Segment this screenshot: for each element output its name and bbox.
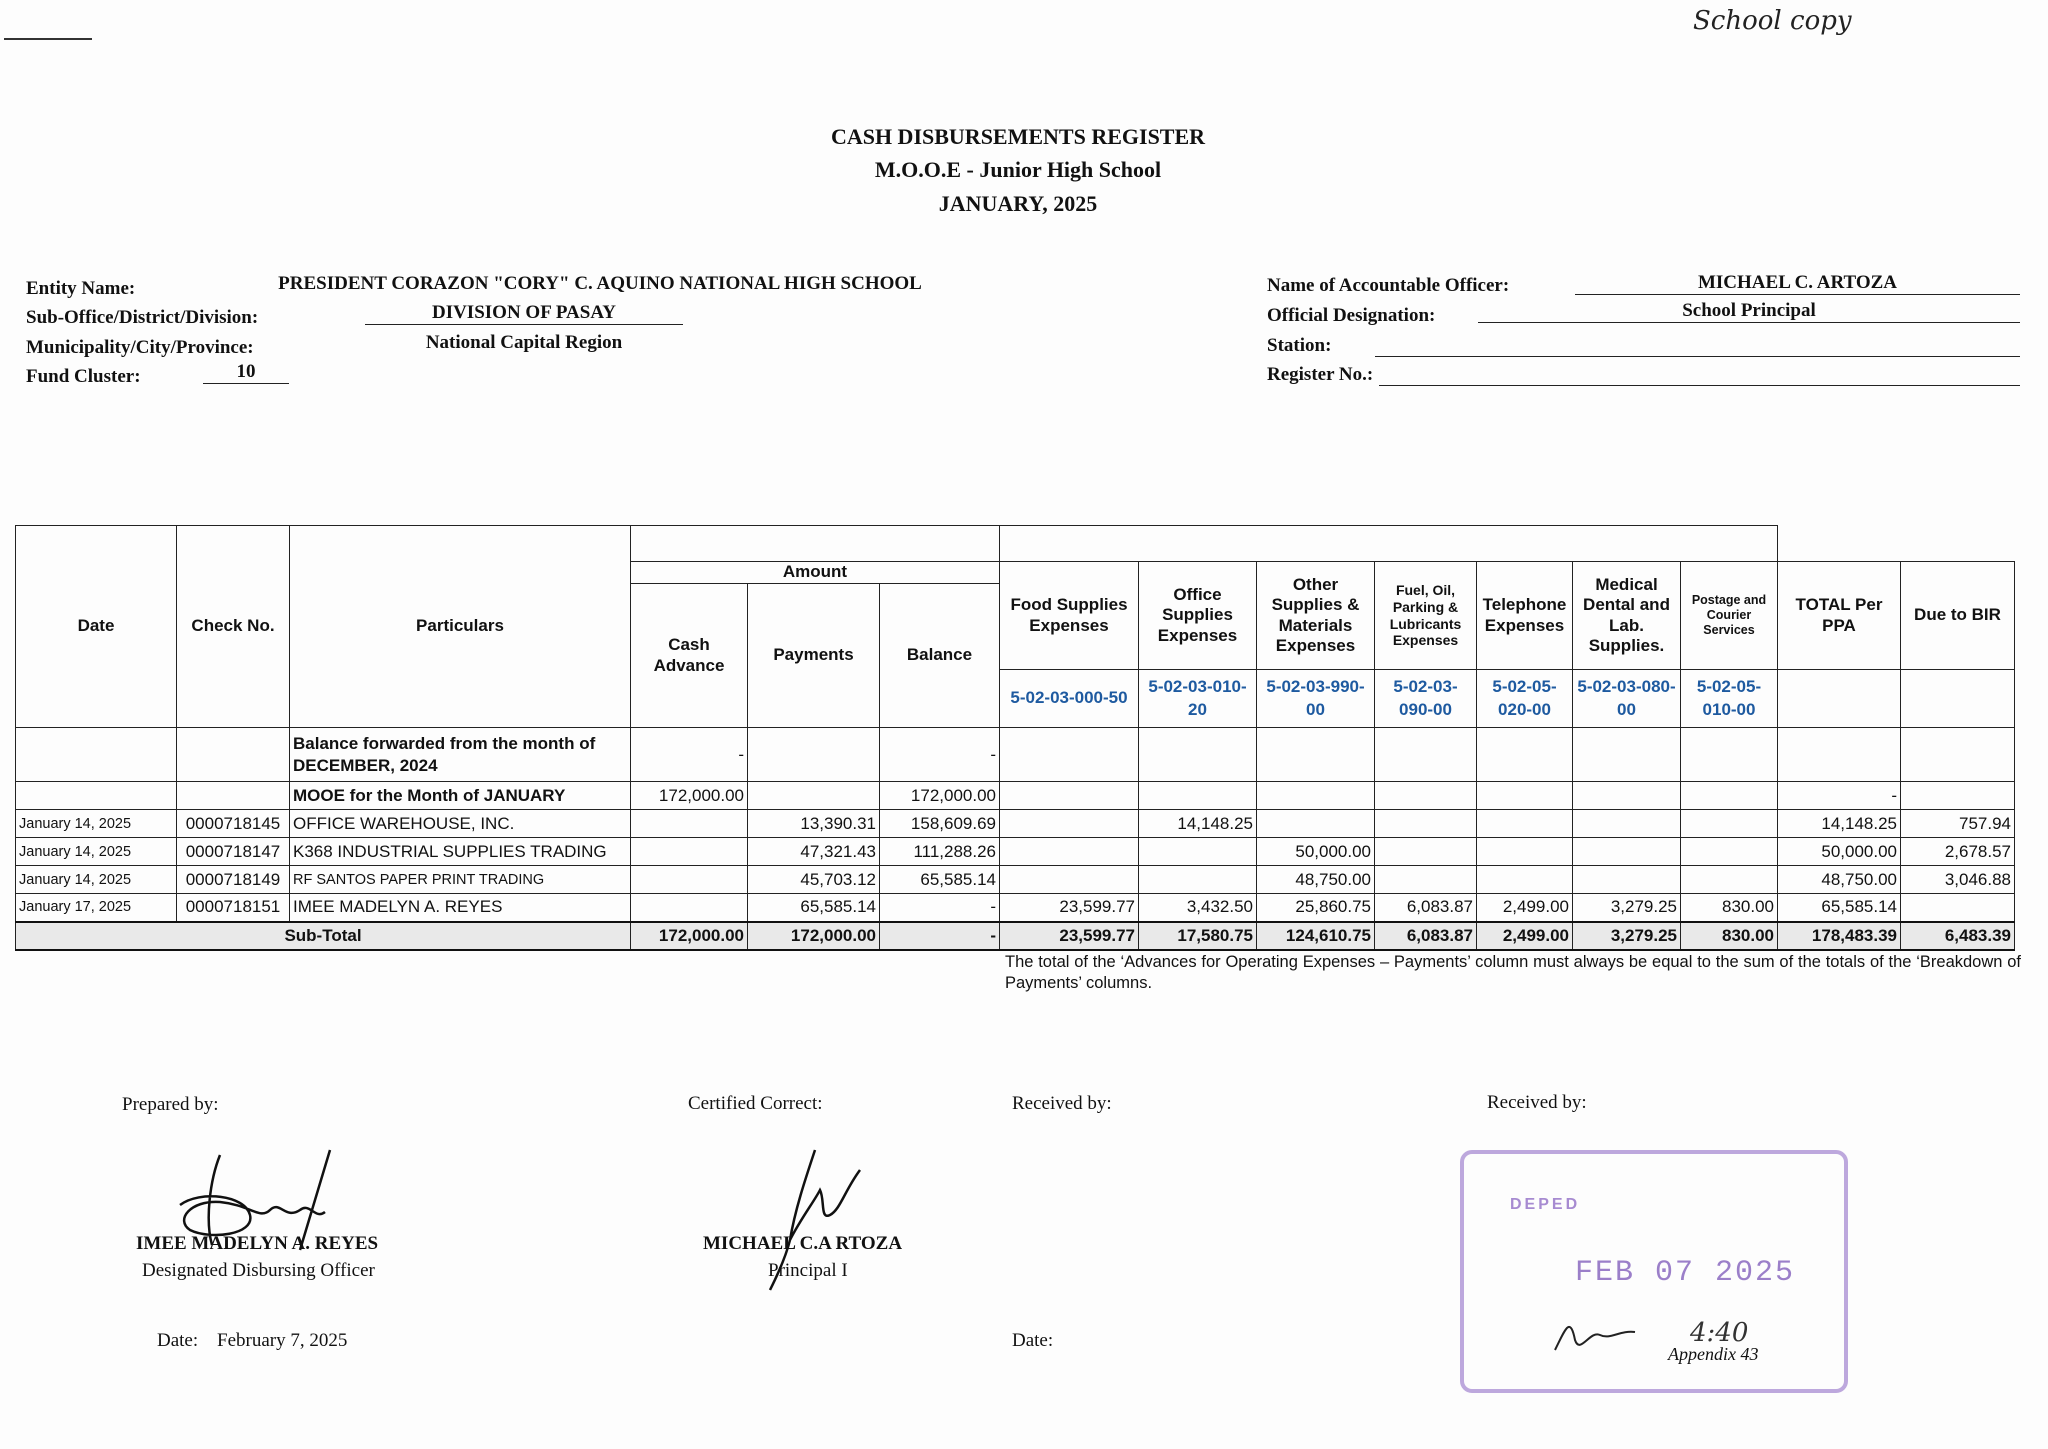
row-check-no: 0000718149 <box>177 866 290 894</box>
row-bir <box>1901 782 2015 810</box>
other-code: 5-02-03-990-00 <box>1257 670 1375 728</box>
row-bir: 3,046.88 <box>1901 866 2015 894</box>
row-balance: - <box>880 728 1000 782</box>
postage-header: Postage and Courier Services <box>1681 562 1778 670</box>
prepared-by-position: Designated Disbursing Officer <box>142 1260 375 1281</box>
row-fuel <box>1375 728 1477 782</box>
entity-name-value: PRESIDENT CORAZON "CORY" C. AQUINO NATIONAL HIGH SCHOOL <box>278 273 922 294</box>
row-payments: 13,390.31 <box>748 810 880 838</box>
row-balance: 65,585.14 <box>880 866 1000 894</box>
subtotal-postage: 830.00 <box>1681 922 1778 950</box>
postage-code: 5-02-05-010-00 <box>1681 670 1778 728</box>
row-cash-advance: - <box>631 728 748 782</box>
row-telephone <box>1477 782 1573 810</box>
row-balance: 172,000.00 <box>880 782 1000 810</box>
register-subtitle: M.O.O.E - Junior High School <box>874 157 1162 182</box>
sub-office-label: Sub-Office/District/Division: <box>26 307 259 328</box>
received-by-label: Received by: <box>1012 1093 1112 1114</box>
subtotal-food: 23,599.77 <box>1000 922 1139 950</box>
row-office: 14,148.25 <box>1139 810 1257 838</box>
row-medical <box>1573 838 1681 866</box>
row-particulars: Balance forwarded from the month of DECEMBER, 2024 <box>290 728 631 782</box>
row-other: 50,000.00 <box>1257 838 1375 866</box>
subtotal-balance: - <box>880 922 1000 950</box>
balance-header: Balance <box>880 584 1000 728</box>
row-balance: 158,609.69 <box>880 810 1000 838</box>
row-payments <box>748 728 880 782</box>
row-postage <box>1681 810 1778 838</box>
telephone-header: Telephone Expenses <box>1477 562 1573 670</box>
total-ppa-code-blank <box>1778 670 1901 728</box>
row-medical <box>1573 866 1681 894</box>
row-bir: 2,678.57 <box>1901 838 2015 866</box>
row-food <box>1000 866 1139 894</box>
row-medical: 3,279.25 <box>1573 894 1681 922</box>
subtotal-medical: 3,279.25 <box>1573 922 1681 950</box>
food-code: 5-02-03-000-50 <box>1000 670 1139 728</box>
row-postage <box>1681 782 1778 810</box>
row-cash-advance <box>631 810 748 838</box>
subtotal-other: 124,610.75 <box>1257 922 1375 950</box>
row-other <box>1257 728 1375 782</box>
totals-note: The total of the ‘Advances for Operating Expenses – Payments’ column must always be equal to the sum of the totals of the ‘Breakdown of Payments’ columns. <box>1005 953 2021 993</box>
row-particulars: RF SANTOS PAPER PRINT TRADING <box>290 866 631 894</box>
row-check-no <box>177 728 290 782</box>
certified-correct-label: Certified Correct: <box>688 1093 823 1114</box>
row-fuel <box>1375 838 1477 866</box>
subtotal-total: 178,483.39 <box>1778 922 1901 950</box>
subtotal-cash-advance: 172,000.00 <box>631 922 748 950</box>
station-value <box>1375 334 2020 357</box>
row-medical <box>1573 782 1681 810</box>
row-office: 3,432.50 <box>1139 894 1257 922</box>
row-particulars: OFFICE WAREHOUSE, INC. <box>290 810 631 838</box>
certified-name: MICHAEL C.A RTOZA <box>703 1233 903 1254</box>
register-no-value <box>1379 363 2020 386</box>
row-fuel <box>1375 782 1477 810</box>
row-food <box>1000 810 1139 838</box>
row-check-no <box>177 782 290 810</box>
due-bir-header: Due to BIR <box>1901 562 2015 670</box>
stamp-time: 4:40 <box>1690 1318 1749 1348</box>
prepared-by-label: Prepared by: <box>122 1094 219 1115</box>
received-by-2-label: Received by: <box>1487 1092 1587 1113</box>
register-title: CASH DISBURSEMENTS REGISTER <box>830 124 1206 149</box>
designation-label: Official Designation: <box>1267 305 1436 326</box>
municipality-value: National Capital Region <box>425 332 623 353</box>
row-bir: 757.94 <box>1901 810 2015 838</box>
row-other <box>1257 782 1375 810</box>
row-postage <box>1681 838 1778 866</box>
row-postage <box>1681 866 1778 894</box>
amount-header: Amount <box>631 562 1000 584</box>
row-particulars: IMEE MADELYN A. REYES <box>290 894 631 922</box>
row-cash-advance <box>631 866 748 894</box>
stamp-initials <box>1545 1310 1665 1360</box>
row-total: 48,750.00 <box>1778 866 1901 894</box>
row-total: 50,000.00 <box>1778 838 1901 866</box>
table-row <box>16 838 2015 866</box>
accountable-officer-value: MICHAEL C. ARTOZA <box>1575 272 2020 295</box>
row-cash-advance: 172,000.00 <box>631 782 748 810</box>
station-label: Station: <box>1267 335 1332 356</box>
medical-code: 5-02-03-080-00 <box>1573 670 1681 728</box>
corner-mark <box>4 38 92 40</box>
register-period: JANUARY, 2025 <box>938 191 1098 216</box>
row-payments: 65,585.14 <box>748 894 880 922</box>
other-supplies-header: Other Supplies & Materials Expenses <box>1257 562 1375 670</box>
row-office <box>1139 782 1257 810</box>
sub-office-value: DIVISION OF PASAY <box>365 302 683 325</box>
row-food <box>1000 782 1139 810</box>
table-row <box>16 894 2015 922</box>
food-supplies-header: Food Supplies Expenses <box>1000 562 1139 670</box>
office-code: 5-02-03-010-20 <box>1139 670 1257 728</box>
subtotal-payments: 172,000.00 <box>748 922 880 950</box>
row-office <box>1139 728 1257 782</box>
subtotal-bir: 6,483.39 <box>1901 922 2015 950</box>
subtotal-telephone: 2,499.00 <box>1477 922 1573 950</box>
row-particulars: K368 INDUSTRIAL SUPPLIES TRADING <box>290 838 631 866</box>
row-date: January 14, 2025 <box>16 810 177 838</box>
row-office <box>1139 866 1257 894</box>
header-top-row <box>16 526 2015 562</box>
breakdown-header-blank <box>1000 526 1778 562</box>
handwritten-school-copy-note: School copy <box>1693 6 1852 36</box>
row-total <box>1778 728 1901 782</box>
row-bir <box>1901 894 2015 922</box>
row-fuel <box>1375 810 1477 838</box>
row-date: January 14, 2025 <box>16 838 177 866</box>
row-check-no: 0000718145 <box>177 810 290 838</box>
row-other: 25,860.75 <box>1257 894 1375 922</box>
fuel-code: 5-02-03-090-00 <box>1375 670 1477 728</box>
cash-advance-header: Cash Advance <box>631 584 748 728</box>
total-ppa-header: TOTAL Per PPA <box>1778 562 1901 670</box>
row-postage <box>1681 728 1778 782</box>
certified-position: Principal I <box>768 1260 848 1281</box>
date-header: Date <box>16 526 177 728</box>
subtotal-label: Sub-Total <box>16 922 631 950</box>
row-cash-advance <box>631 838 748 866</box>
row-particulars: MOOE for the Month of JANUARY <box>290 782 631 810</box>
prepared-date-value: February 7, 2025 <box>217 1330 348 1351</box>
entity-name-label: Entity Name: <box>26 278 136 299</box>
header-top-spacer <box>1778 526 2015 562</box>
office-supplies-header: Office Supplies Expenses <box>1139 562 1257 670</box>
row-date <box>16 782 177 810</box>
row-date: January 14, 2025 <box>16 866 177 894</box>
row-other: 48,750.00 <box>1257 866 1375 894</box>
subtotal-fuel: 6,083.87 <box>1375 922 1477 950</box>
row-check-no: 0000718147 <box>177 838 290 866</box>
row-other <box>1257 810 1375 838</box>
row-telephone <box>1477 810 1573 838</box>
row-food <box>1000 838 1139 866</box>
medical-header: Medical Dental and Lab. Supplies. <box>1573 562 1681 670</box>
telephone-code: 5-02-05-020-00 <box>1477 670 1573 728</box>
row-medical <box>1573 810 1681 838</box>
row-food: 23,599.77 <box>1000 894 1139 922</box>
row-payments <box>748 782 880 810</box>
row-payments: 47,321.43 <box>748 838 880 866</box>
payments-header: Payments <box>748 584 880 728</box>
row-total: 14,148.25 <box>1778 810 1901 838</box>
table-row <box>16 728 2015 782</box>
row-bir <box>1901 728 2015 782</box>
table-row <box>16 866 2015 894</box>
row-postage: 830.00 <box>1681 894 1778 922</box>
row-fuel <box>1375 866 1477 894</box>
row-office <box>1139 838 1257 866</box>
particulars-header: Particulars <box>290 526 631 728</box>
register-no-label: Register No.: <box>1267 364 1374 385</box>
designation-value: School Principal <box>1478 300 2020 323</box>
row-fuel: 6,083.87 <box>1375 894 1477 922</box>
row-total: 65,585.14 <box>1778 894 1901 922</box>
subtotal-office: 17,580.75 <box>1139 922 1257 950</box>
row-date <box>16 728 177 782</box>
row-date: January 17, 2025 <box>16 894 177 922</box>
row-check-no: 0000718151 <box>177 894 290 922</box>
accountable-officer-label: Name of Accountable Officer: <box>1267 275 1510 296</box>
check-no-header: Check No. <box>177 526 290 728</box>
row-telephone <box>1477 866 1573 894</box>
row-total: - <box>1778 782 1901 810</box>
stamp-header-text: DEPED <box>1510 1196 1581 1213</box>
row-cash-advance <box>631 894 748 922</box>
register-table <box>15 525 2015 951</box>
row-telephone: 2,499.00 <box>1477 894 1573 922</box>
stamp-date: FEB 07 2025 <box>1575 1256 1796 1290</box>
prepared-date-label: Date: <box>157 1330 199 1351</box>
table-row <box>16 782 2015 810</box>
subtotal-row <box>16 922 2015 950</box>
appendix-label: Appendix 43 <box>1668 1344 1759 1364</box>
received-date-label: Date: <box>1012 1330 1054 1351</box>
fuel-header: Fuel, Oil, Parking & Lubricants Expenses <box>1375 562 1477 670</box>
row-balance: 111,288.26 <box>880 838 1000 866</box>
municipality-label: Municipality/City/Province: <box>26 337 254 358</box>
row-telephone <box>1477 728 1573 782</box>
prepared-by-name: IMEE MADELYN A. REYES <box>136 1233 379 1254</box>
row-payments: 45,703.12 <box>748 866 880 894</box>
fund-cluster-label: Fund Cluster: <box>26 366 141 387</box>
due-bir-code-blank <box>1901 670 2015 728</box>
row-food <box>1000 728 1139 782</box>
table-row <box>16 810 2015 838</box>
row-telephone <box>1477 838 1573 866</box>
advances-header-blank <box>631 526 1000 562</box>
fund-cluster-value: 10 <box>203 361 289 384</box>
row-medical <box>1573 728 1681 782</box>
row-balance: - <box>880 894 1000 922</box>
